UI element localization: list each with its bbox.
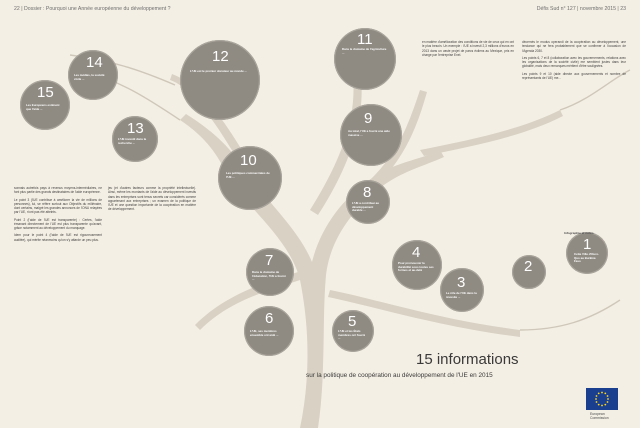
paragraph: Les points 6, 7 et 8 (collaboration avec les gouvernements, relations avec les organisations de la société civile) me semblent justes dans leur globalité, mais deux remarques méritent d'être soulignées. xyxy=(522,55,626,69)
info-circle-14: 14 Les médias, la société civile ... xyxy=(68,50,118,100)
info-circle-3: 3 Le rôle de l'UE dans la réussite ... xyxy=(440,268,484,312)
paragraph: décernés le modus operandi de la coopération au développement, une tendance qui ne fera probablement que se confirmer à l'occasion de l'Agenda 2030. xyxy=(522,40,626,53)
info-circle-1: 1 Cette Ville d'Ouro-Quo au Burkina Faso xyxy=(566,232,608,274)
footer-subtitle: sur la politique de coopération au développement de l'UE en 2015 xyxy=(306,372,493,379)
paragraph: Point 2 (l'aide de l'UE est transparente) : Certes, l'aide émanant directement de l'UE est plus transparente qu'avant, grâce notamment au développement du marquage. xyxy=(14,217,102,230)
infographic-label: Infographie et notes xyxy=(564,231,594,235)
paragraph: en matière d'amélioration des conditions de vie de ceux qui en ont le plus besoin. Un exemple : l'UE a investi 2,3 millions d'euros en 2013 dans un vaste projet de parcs éoliens au Mexique, pris en charge par l'entreprise Enel. xyxy=(422,40,514,57)
paragraph: Idem pour le point 4 (l'aide de l'UE est rigoureusement auditée), qui mérite néanmoins qu'on s'y attarde un peu plus. xyxy=(14,233,102,242)
info-circle-4: 4 Pour promouvoir la durabilité sous toutes ses formes et au-delà xyxy=(392,240,442,290)
text-column-2 xyxy=(108,186,196,215)
info-circle-2: 2 xyxy=(512,255,546,289)
info-circle-10: 10 Les politiques commerciales de l'UE ... xyxy=(218,146,282,210)
info-circle-13: 13 L'UE investit dans la recherche ... xyxy=(112,116,158,162)
text-column-3 xyxy=(422,40,514,60)
eu-logo-text: European Commission xyxy=(590,412,609,420)
info-circle-9: 9 Au total, l'UE a fourni une aide massive ... xyxy=(340,104,402,166)
info-circle-6: 6 L'UE, ses membres ensemble ont aidé ... xyxy=(244,306,294,356)
eu-flag-icon xyxy=(586,388,618,410)
text-column-4 xyxy=(522,40,626,83)
info-circle-15: 15 Les Européens estiment que l'aide ... xyxy=(20,80,70,130)
info-circle-7: 7 Dans le domaine de l'éducation, l'UE a fourni ... xyxy=(246,248,294,296)
paragraph: Le point 3 (l'UE contribue à améliorer la vie de millions de personnes), lui, se réfère surtout aux Objectifs du millénaire, dont certains, malgré les grandes annonces de l'ONU relayées par l'UE, n'ont pas été atteints. xyxy=(14,197,102,215)
header-right: Défis Sud n° 127 | novembre 2015 | 23 xyxy=(536,6,626,12)
paragraph: sonnais autrefois pays à revenus moyens-intermédiaires, ne font plus partie des grands destinataires de l'aide européenne. xyxy=(14,186,102,195)
info-circle-5: 5 L'UE et les États membres ont fourni ... xyxy=(332,310,374,352)
info-circle-8: 8 L'UE a contribué au développement durable ... xyxy=(346,180,390,224)
paragraph: jeu (et d'autres facteurs comme la propriété intellectuelle). Ainsi, même les montants de l'aide au développement investis dans les entreprises sont tenus secrets car considérés comme appartenant aux entreprises ; un examen de la politique de l'UE et une question importante de la coopération en matière de développement. xyxy=(108,186,196,212)
info-circle-11: 11 Dans le domaine de l'agriculture ... xyxy=(334,28,396,90)
paragraph: Les points 9 et 10 (aide directe aux gouvernements et nombre de représentants de l'UE) me... xyxy=(522,71,626,80)
header-left: 22 | Dossier : Pourquoi une Année européenne du développement ? xyxy=(14,6,171,12)
text-column-1 xyxy=(14,186,102,245)
footer-title: 15 informations xyxy=(416,351,519,368)
info-circle-12: 12 L'UE est le premier donateur au monde ... xyxy=(180,40,260,120)
